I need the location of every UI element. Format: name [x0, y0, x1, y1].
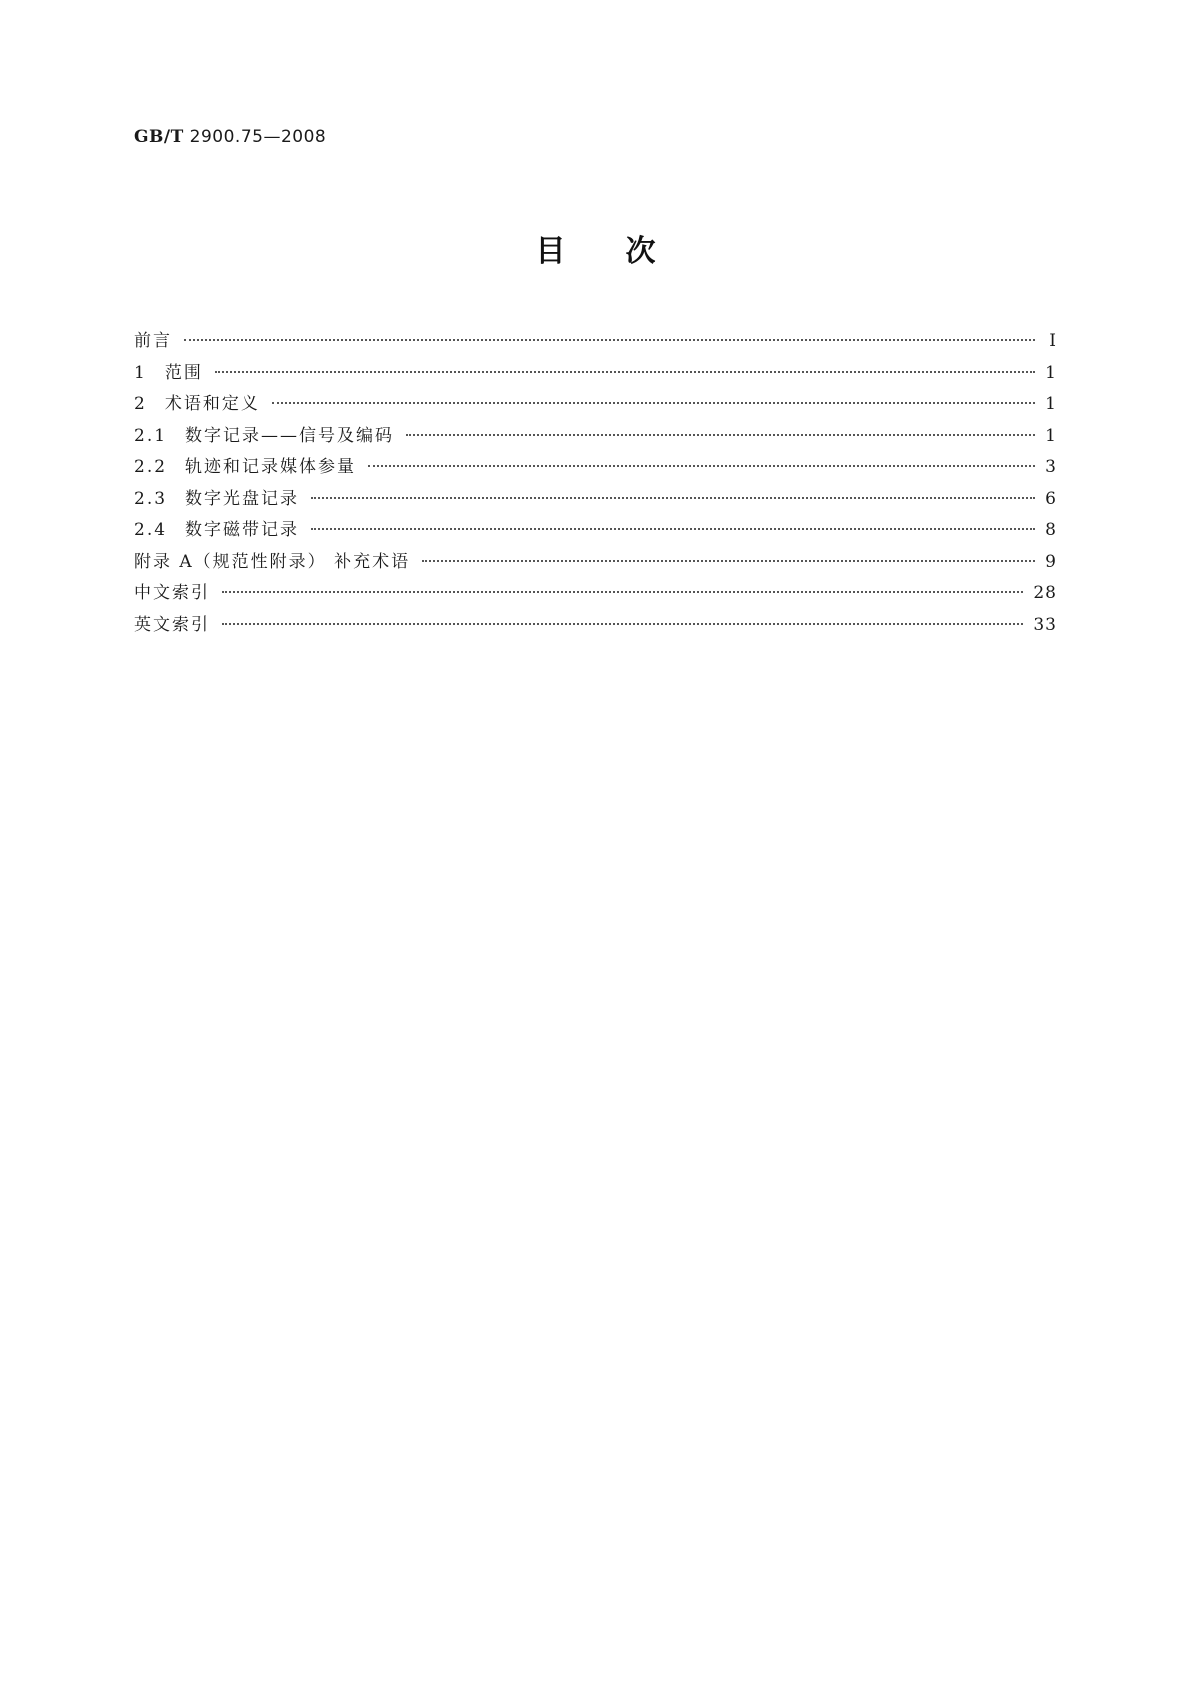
toc-entry-english-index[interactable]: [134, 610, 1057, 642]
toc-leader-dots: [368, 465, 1035, 467]
toc-leader-dots: [184, 339, 1035, 341]
toc-entry-magnetic-tape[interactable]: [134, 515, 1057, 547]
toc-leader-dots: [215, 371, 1035, 373]
toc-page-number: 33: [1033, 614, 1057, 635]
toc-entry-appendix-a[interactable]: [134, 547, 1057, 579]
toc-leader-dots: [406, 434, 1035, 436]
toc-entry-number: 2.4: [134, 520, 168, 540]
standard-code-prefix: GB/T: [134, 127, 184, 147]
toc-leader-dots: [222, 591, 1023, 593]
toc-page-number: 9: [1045, 551, 1057, 572]
toc-leader-dots: [311, 497, 1035, 499]
toc-page-number: 1: [1045, 362, 1057, 383]
toc-entry-label: 附录 A（规范性附录） 补充术语: [134, 551, 411, 572]
toc-entry-label: 轨迹和记录媒体参量: [185, 457, 357, 477]
toc-leader-dots: [272, 402, 1035, 404]
page-title: 目次: [535, 234, 716, 269]
toc-leader-dots: [311, 528, 1035, 530]
toc-entry-terms[interactable]: [134, 389, 1057, 421]
toc-entry-track-media[interactable]: [134, 452, 1057, 484]
toc-page-number: 28: [1033, 583, 1057, 603]
toc-entry-label: 英文索引: [134, 614, 210, 635]
toc-page-number: 3: [1045, 457, 1057, 477]
toc-entry-number: 2.3: [134, 488, 168, 509]
toc-entry-digital-recording[interactable]: [134, 421, 1057, 453]
toc-page-number: Ⅰ: [1049, 331, 1057, 351]
standard-code: [134, 127, 326, 147]
toc-entry-label: 数字记录——信号及编码: [185, 425, 395, 446]
toc-entry-number: 2.1: [134, 425, 168, 446]
toc-entry-chinese-index[interactable]: [134, 578, 1057, 610]
toc-entry-label: 前言: [134, 331, 172, 351]
toc-page-number: 8: [1045, 520, 1057, 540]
toc-entry-label: 范围: [164, 362, 203, 383]
toc-entry-label: 数字光盘记录: [185, 488, 300, 509]
toc-entry-label: 中文索引: [134, 583, 210, 603]
toc-entry-label: 数字磁带记录: [185, 520, 300, 540]
toc-entry-number: 1: [134, 362, 147, 383]
standard-code-number: 2900.75—2008: [189, 127, 327, 147]
toc-entry-optical-disc[interactable]: [134, 484, 1057, 516]
toc-entry-scope[interactable]: [134, 358, 1057, 390]
toc-entry-number: 2.2: [134, 457, 168, 477]
toc-entry-number: 2: [134, 394, 147, 414]
toc-page-number: 1: [1045, 394, 1057, 414]
toc-page-number: 1: [1045, 425, 1057, 446]
toc-leader-dots: [422, 560, 1035, 562]
table-of-contents: [134, 326, 1057, 641]
toc-entry-preface[interactable]: [134, 326, 1057, 358]
toc-page-number: 6: [1045, 488, 1057, 509]
toc-entry-label: 术语和定义: [164, 394, 260, 414]
toc-leader-dots: [222, 623, 1023, 625]
